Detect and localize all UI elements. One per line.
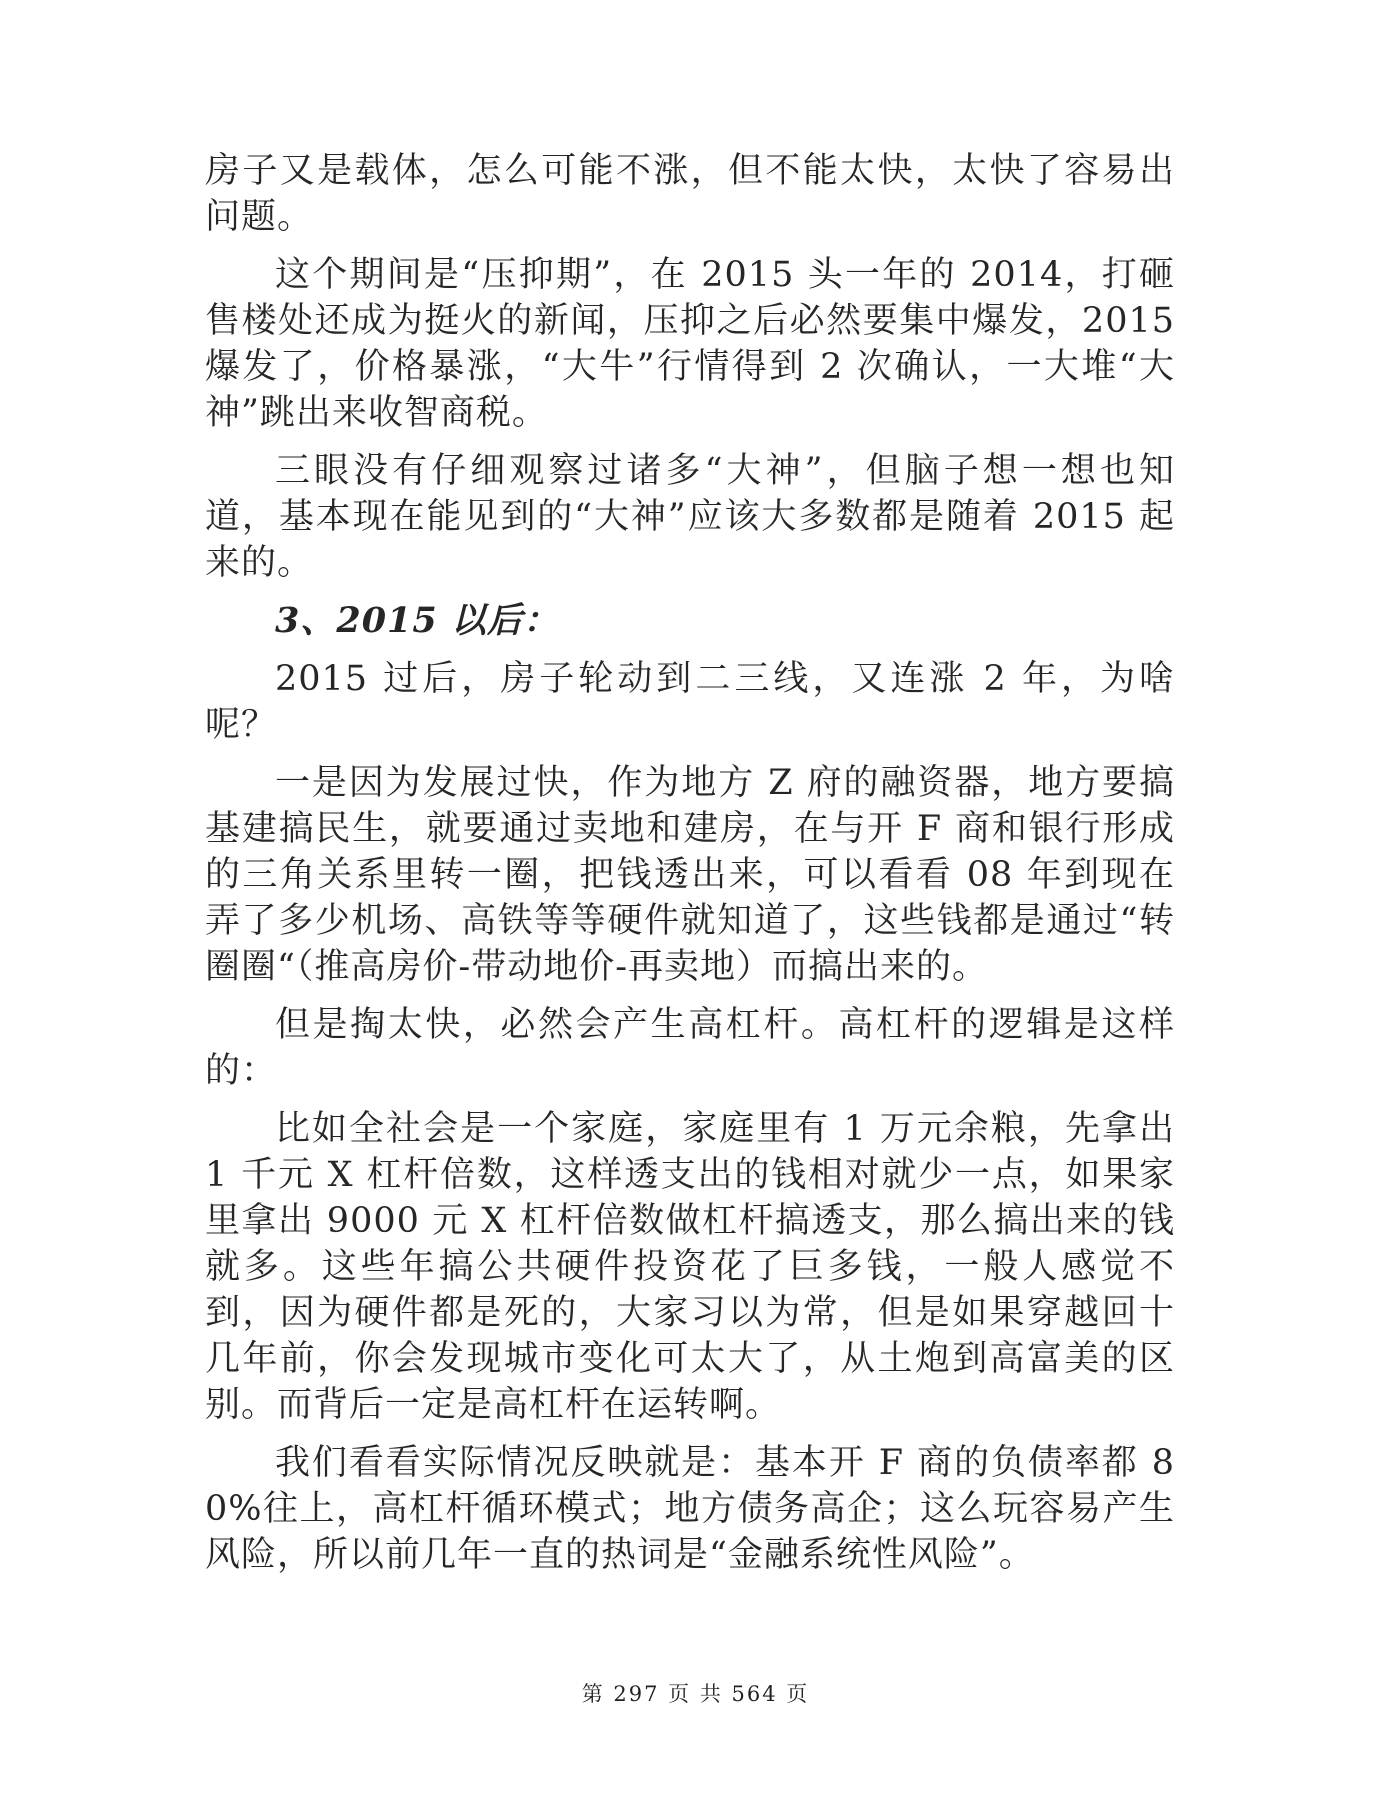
- paragraph-7: 比如全社会是一个家庭，家庭里有 1 万元余粮，先拿出 1 千元 X 杠杆倍数，这样透支出的钱相对就少一点，如果家里拿出 9000 元 X 杠杆倍数做杠杆搞透支，那么搞出来的钱就多。这些年搞公共硬件投资花了巨多钱，一般人感觉不到，因为硬件都是死的，大家习以为常，但是如果穿越回十几年前，你会发现城市变化可太大了，从土炮到高富美的区别。而背后一定是高杠杆在运转啊。: [205, 1109, 1175, 1425]
- paragraph-5: 一是因为发展过快，作为地方 Z 府的融资器，地方要搞基建搞民生，就要通过卖地和建房，在与开 F 商和银行形成的三角关系里转一圈，把钱透出来，可以看看 08 年到现在弄了多少机场、高铁等等硬件就知道了，这些钱都是通过“转圈圈“（推高房价-带动地价-再卖地）而搞出来的。: [205, 763, 1175, 987]
- section-heading: 3、2015 以后：: [275, 600, 559, 641]
- paragraph-8: 我们看看实际情况反映就是：基本开 F 商的负债率都 80%往上，高杠杆循环模式；地方债务高企；这么玩容易产生风险，所以前几年一直的热词是“金融系统性风险”。: [205, 1443, 1175, 1575]
- paragraph-4: 2015 过后，房子轮动到二三线，又连涨 2 年，为啥呢？: [205, 659, 1175, 745]
- paragraph-1: 房子又是载体，怎么可能不涨，但不能太快，太快了容易出问题。: [205, 151, 1175, 237]
- paragraph-3: 三眼没有仔细观察过诸多“大神”，但脑子想一想也知道，基本现在能见到的“大神”应该大多数都是随着 2015 起来的。: [205, 451, 1175, 583]
- page-body: [205, 148, 1175, 1590]
- paragraph-2: 这个期间是“压抑期”，在 2015 头一年的 2014，打砸售楼处还成为挺火的新闻，压抑之后必然要集中爆发，2015 爆发了，价格暴涨，“大牛”行情得到 2 次确认，一大堆“大神”跳出来收智商税。: [205, 255, 1175, 433]
- page-footer: 第 297 页 共 564 页: [581, 1682, 810, 1706]
- paragraph-6: 但是掏太快，必然会产生高杠杆。高杠杆的逻辑是这样的：: [205, 1005, 1175, 1091]
